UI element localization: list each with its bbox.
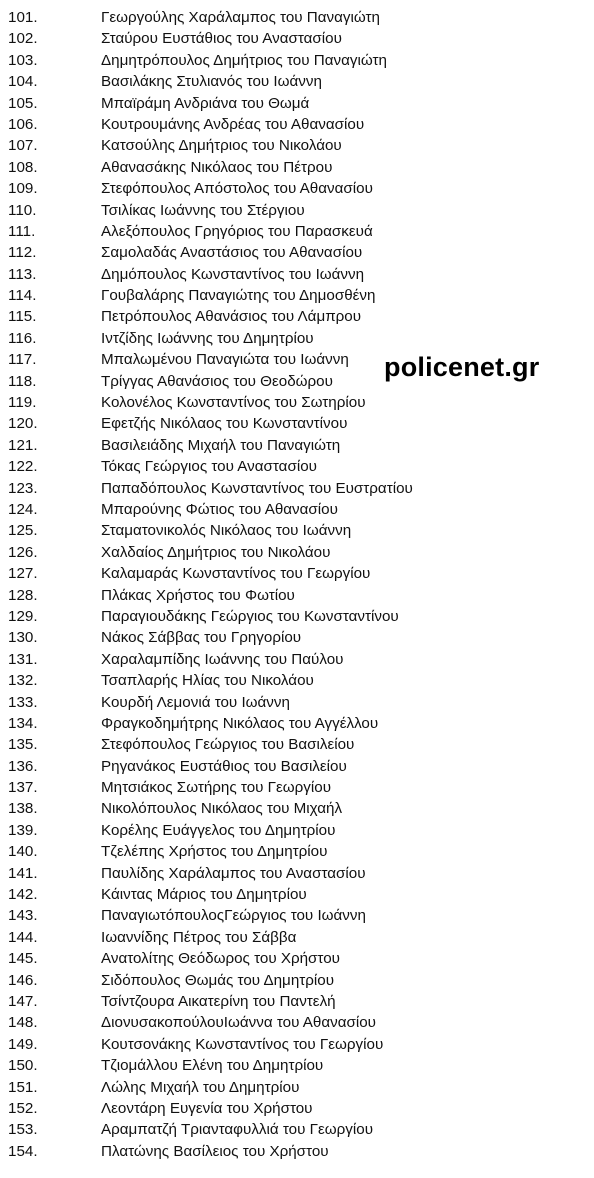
list-item-number: 124. bbox=[8, 500, 38, 518]
list-item-name: Τρίγγας Αθανάσιος του Θεοδώρου bbox=[101, 372, 333, 390]
list-item-name: Στεφόπουλος Απόστολος του Αθανασίου bbox=[101, 180, 373, 198]
list-item-number: 137. bbox=[8, 779, 38, 797]
list-item-number: 143. bbox=[8, 907, 38, 925]
list-item bbox=[0, 606, 560, 627]
list-item-name: Χαλδαίος Δημήτριος του Νικολάου bbox=[101, 543, 331, 561]
list-item bbox=[0, 1098, 560, 1119]
list-item-name: Γεωργούλης Χαράλαμπος του Παναγιώτη bbox=[101, 9, 380, 26]
list-item-name: Αλεξόπουλος Γρηγόριος του Παρασκευά bbox=[101, 222, 373, 240]
list-item-name: Μπαλωμένου Παναγιώτα του Ιωάννη bbox=[101, 351, 349, 369]
list-item bbox=[0, 1055, 560, 1076]
list-item-number: 138. bbox=[8, 800, 38, 818]
list-item-name: Τζιομάλλου Ελένη του Δημητρίου bbox=[101, 1057, 324, 1075]
list-item bbox=[0, 542, 560, 563]
list-item-number: 106. bbox=[8, 115, 38, 133]
list-item-name: Κουρδή Λεμονιά του Ιωάννη bbox=[101, 693, 290, 711]
list-item-name: Σαμολαδάς Αναστάσιος του Αθανασίου bbox=[101, 244, 363, 262]
list-item-name: Μητσιάκος Σωτήρης του Γεωργίου bbox=[101, 779, 332, 797]
list-item-name: Κολονέλος Κωνσταντίνος του Σωτηρίου bbox=[101, 394, 366, 412]
list-item-number: 141. bbox=[8, 864, 38, 882]
list-item bbox=[0, 1077, 560, 1098]
list-item-name: Εφετζής Νικόλαος του Κωνσταντίνου bbox=[101, 415, 348, 433]
list-item-name: Χαραλαμπίδης Ιωάννης του Παύλου bbox=[101, 650, 344, 668]
list-item-name: Τζελέπης Χρήστος του Δημητρίου bbox=[101, 843, 328, 861]
list-item-number: 116. bbox=[8, 329, 37, 347]
list-item bbox=[0, 820, 560, 841]
list-item-number: 128. bbox=[8, 586, 38, 604]
list-item bbox=[0, 863, 560, 884]
list-item bbox=[0, 478, 560, 499]
list-item-number: 113. bbox=[8, 265, 37, 283]
list-item bbox=[0, 970, 560, 991]
list-item bbox=[0, 841, 560, 862]
list-item bbox=[0, 93, 560, 114]
list-item-number: 101. bbox=[8, 9, 38, 26]
list-item-number: 136. bbox=[8, 757, 38, 775]
list-item-name: Μπαϊράμη Ανδριάνα του Θωμά bbox=[101, 94, 310, 112]
list-item-name: Τσιλίκας Ιωάννης του Στέργιου bbox=[101, 201, 305, 219]
list-item bbox=[0, 1034, 560, 1055]
list-item bbox=[0, 927, 560, 948]
list-item-number: 131. bbox=[8, 650, 38, 668]
list-item bbox=[0, 520, 560, 541]
list-item-number: 146. bbox=[8, 971, 38, 989]
list-item-number: 104. bbox=[8, 73, 38, 91]
list-item-name: Ανατολίτης Θεόδωρος του Χρήστου bbox=[101, 950, 340, 968]
list-item bbox=[0, 306, 560, 327]
list-item-number: 111. bbox=[8, 222, 36, 240]
list-item bbox=[0, 1141, 560, 1162]
list-item bbox=[0, 585, 560, 606]
list-item-name: Πλατώνης Βασίλειος του Χρήστου bbox=[101, 1142, 329, 1160]
list-item bbox=[0, 884, 560, 905]
list-item-number: 139. bbox=[8, 821, 38, 839]
list-item-name: Τσίντζουρα Αικατερίνη του Παντελή bbox=[101, 992, 336, 1010]
list-item-name: Ρηγανάκος Ευστάθιος του Βασιλείου bbox=[101, 757, 347, 775]
list-item-number: 152. bbox=[8, 1099, 38, 1117]
list-item-number: 107. bbox=[8, 137, 38, 155]
list-item bbox=[0, 905, 560, 926]
list-item-number: 130. bbox=[8, 629, 38, 647]
list-item bbox=[0, 71, 560, 92]
list-item-number: 135. bbox=[8, 736, 38, 754]
list-item bbox=[0, 948, 560, 969]
list-item-name: Κάιντας Μάριος του Δημητρίου bbox=[101, 886, 307, 904]
list-item-number: 102. bbox=[8, 30, 38, 48]
list-item bbox=[0, 285, 560, 306]
list-item-number: 147. bbox=[8, 992, 38, 1010]
list-item bbox=[0, 670, 560, 691]
list-item bbox=[0, 7, 560, 28]
list-item-name: Κατσούλης Δημήτριος του Νικολάου bbox=[101, 137, 342, 155]
list-item-number: 127. bbox=[8, 565, 38, 583]
list-item bbox=[0, 1119, 560, 1140]
list-item-name: Ιντζίδης Ιωάννης του Δημητρίου bbox=[101, 329, 314, 347]
list-item-number: 109. bbox=[8, 180, 38, 198]
list-item bbox=[0, 713, 560, 734]
list-item-number: 117. bbox=[8, 351, 37, 369]
list-item-name: Αραμπατζή Τριανταφυλλιά του Γεωργίου bbox=[101, 1121, 373, 1139]
list-item bbox=[0, 1012, 560, 1033]
list-item-name: Τόκας Γεώργιος του Αναστασίου bbox=[101, 458, 317, 476]
list-item-number: 105. bbox=[8, 94, 38, 112]
list-item bbox=[0, 991, 560, 1012]
list-item-name: ΔιονυσακοπούλουΙωάννα του Αθανασίου bbox=[101, 1014, 376, 1032]
list-item-name: Λώλης Μιχαήλ του Δημητρίου bbox=[101, 1078, 300, 1096]
list-item-number: 144. bbox=[8, 928, 38, 946]
list-item-number: 114. bbox=[8, 287, 37, 305]
list-item-number: 120. bbox=[8, 415, 38, 433]
list-item bbox=[0, 242, 560, 263]
list-item bbox=[0, 435, 560, 456]
list-item bbox=[0, 798, 560, 819]
list-item-name: Παυλίδης Χαράλαμπος του Αναστασίου bbox=[101, 864, 366, 882]
list-item-number: 148. bbox=[8, 1014, 38, 1032]
list-item-name: Ιωαννίδης Πέτρος του Σάββα bbox=[101, 928, 297, 946]
list-item-number: 150. bbox=[8, 1057, 38, 1075]
list-item-name: Καλαμαράς Κωνσταντίνος του Γεωργίου bbox=[101, 565, 371, 583]
list-item-number: 112. bbox=[8, 244, 37, 262]
list-item-name: Γουβαλάρης Παναγιώτης του Δημοσθένη bbox=[101, 287, 376, 305]
list-item-number: 121. bbox=[8, 436, 38, 454]
list-item-number: 119. bbox=[8, 394, 37, 412]
list-item-name: Παραγιουδάκης Γεώργιος του Κωνσταντίνου bbox=[101, 607, 399, 625]
list-item-name: Σταύρου Ευστάθιος του Αναστασίου bbox=[101, 30, 342, 48]
list-item bbox=[0, 692, 560, 713]
list-item-name: Δημητρόπουλος Δημήτριος του Παναγιώτη bbox=[101, 51, 387, 69]
list-item-number: 142. bbox=[8, 886, 38, 904]
list-item bbox=[0, 563, 560, 584]
list-item-number: 134. bbox=[8, 714, 38, 732]
list-item-name: Παπαδόπουλος Κωνσταντίνος του Ευστρατίου bbox=[101, 479, 413, 497]
list-item bbox=[0, 114, 560, 135]
list-item-number: 122. bbox=[8, 458, 38, 476]
list-item bbox=[0, 264, 560, 285]
list-item-name: Νικολόπουλος Νικόλαος του Μιχαήλ bbox=[101, 800, 343, 818]
list-item-name: Κουτσονάκης Κωνσταντίνος του Γεωργίου bbox=[101, 1035, 384, 1053]
list-item bbox=[0, 649, 560, 670]
list-item-name: Βασιλειάδης Μιχαήλ του Παναγιώτη bbox=[101, 436, 341, 454]
list-item bbox=[0, 756, 560, 777]
list-item bbox=[0, 777, 560, 798]
list-item-name: Σιδόπουλος Θωμάς του Δημητρίου bbox=[101, 971, 335, 989]
list-item-number: 140. bbox=[8, 843, 38, 861]
list-item-number: 154. bbox=[8, 1142, 38, 1160]
list-item-number: 123. bbox=[8, 479, 38, 497]
list-item-number: 126. bbox=[8, 543, 38, 561]
list-item-name: Τσαπλαρής Ηλίας του Νικολάου bbox=[101, 672, 314, 690]
list-item bbox=[0, 392, 560, 413]
list-item bbox=[0, 734, 560, 755]
list-item-number: 145. bbox=[8, 950, 38, 968]
list-item bbox=[0, 28, 560, 49]
list-item-name: Κουτρουμάνης Ανδρέας του Αθανασίου bbox=[101, 115, 365, 133]
list-item bbox=[0, 456, 560, 477]
list-item-number: 153. bbox=[8, 1121, 38, 1139]
list-item-name: Κορέλης Ευάγγελος του Δημητρίου bbox=[101, 821, 336, 839]
list-item bbox=[0, 221, 560, 242]
list-item-name: Πλάκας Χρήστος του Φωτίου bbox=[101, 586, 295, 604]
list-item bbox=[0, 50, 560, 71]
list-item-number: 149. bbox=[8, 1035, 38, 1053]
list-item bbox=[0, 200, 560, 221]
list-item-name: Νάκος Σάββας του Γρηγορίου bbox=[101, 629, 302, 647]
list-item-name: Πετρόπουλος Αθανάσιος του Λάμπρου bbox=[101, 308, 362, 326]
list-item-number: 129. bbox=[8, 607, 38, 625]
watermark-text: policenet.gr bbox=[384, 352, 540, 382]
list-item bbox=[0, 413, 560, 434]
list-item-number: 115. bbox=[8, 308, 37, 326]
list-item-number: 125. bbox=[8, 522, 38, 540]
list-item-name: Μπαρούνης Φώτιος του Αθανασίου bbox=[101, 500, 338, 518]
list-item-name: Φραγκοδημήτρης Νικόλαος του Αγγέλλου bbox=[101, 714, 379, 732]
list-item-number: 151. bbox=[8, 1078, 38, 1096]
list-item bbox=[0, 135, 560, 156]
list-item-name: Λεοντάρη Ευγενία του Χρήστου bbox=[101, 1099, 313, 1117]
list-item-number: 110. bbox=[8, 201, 37, 219]
list-item-name: Βασιλάκης Στυλιανός του Ιωάννη bbox=[101, 73, 322, 91]
list-item bbox=[0, 499, 560, 520]
list-item-name: Δημόπουλος Κωνσταντίνος του Ιωάννη bbox=[101, 265, 365, 283]
list-item-name: Αθανασάκης Νικόλαος του Πέτρου bbox=[101, 158, 333, 176]
list-item-name: Σταματονικολός Νικόλαος του Ιωάννη bbox=[101, 522, 352, 540]
list-item bbox=[0, 627, 560, 648]
list-item-number: 132. bbox=[8, 672, 38, 690]
name-list bbox=[0, 7, 560, 1162]
list-item-name: ΠαναγιωτόπουλοςΓεώργιος του Ιωάννη bbox=[101, 907, 366, 925]
list-item-number: 133. bbox=[8, 693, 38, 711]
list-item-number: 103. bbox=[8, 51, 38, 69]
list-item bbox=[0, 328, 560, 349]
list-item bbox=[0, 178, 560, 199]
list-item-number: 108. bbox=[8, 158, 38, 176]
list-item-name: Στεφόπουλος Γεώργιος του Βασιλείου bbox=[101, 736, 355, 754]
list-item-number: 118. bbox=[8, 372, 37, 390]
list-item bbox=[0, 157, 560, 178]
